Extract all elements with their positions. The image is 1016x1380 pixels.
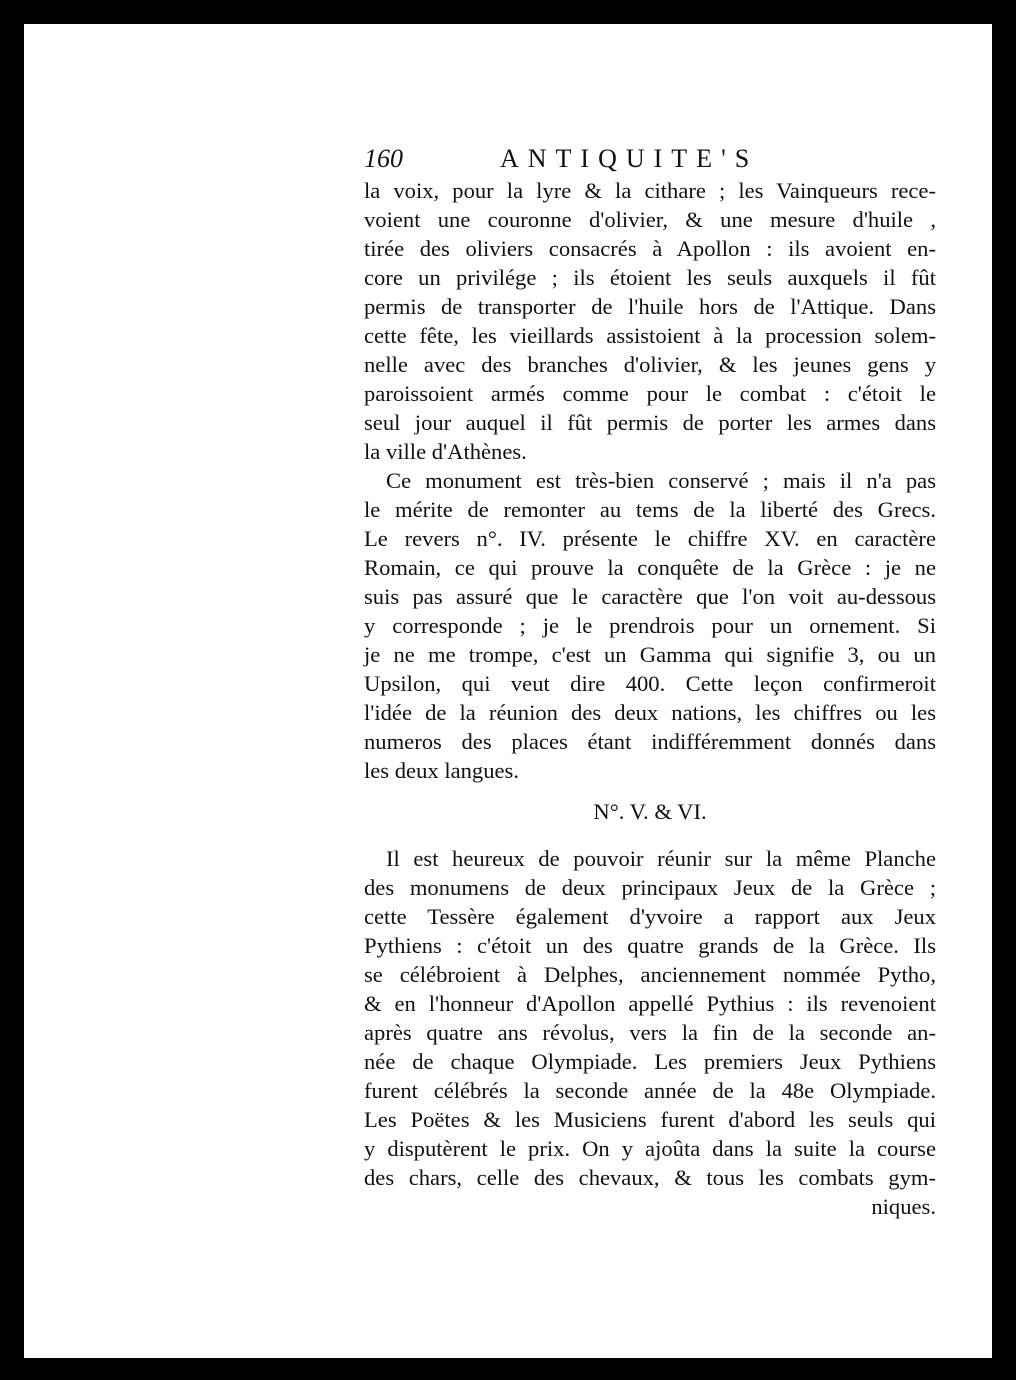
text-line: permis de transporter de l'huile hors de l'Attique. Dans	[364, 294, 936, 319]
section-heading: N°. V. & VI.	[593, 799, 707, 824]
text-line: furent célébrés la seconde année de la 48e Olympiade.	[364, 1078, 936, 1103]
text-line: je ne me trompe, c'est un Gamma qui signifie 3, ou un	[364, 642, 936, 667]
page-number: 160	[364, 144, 403, 173]
text-line: tirée des oliviers consacrés à Apollon : ils avoient en-	[364, 236, 936, 261]
text-line: suis pas assuré que le caractère que l'on voit au-dessous	[364, 584, 936, 609]
page-header	[364, 144, 936, 180]
paragraph-monument	[364, 466, 936, 785]
text-line: les deux langues.	[364, 758, 519, 783]
text-line: & en l'honneur d'Apollon appellé Pythius : ils revenoient	[364, 991, 936, 1016]
text-line: le mérite de remonter au tems de la liberté des Grecs.	[364, 497, 936, 522]
text-line: Pythiens : c'étoit un des quatre grands de la Grèce. Ils	[364, 933, 936, 958]
text-line: née de chaque Olympiade. Les premiers Jeux Pythiens	[364, 1049, 936, 1074]
book-page	[24, 24, 992, 1358]
text-line: paroissoient armés comme pour le combat : c'étoit le	[364, 381, 936, 406]
text-line: Romain, ce qui prouve la conquête de la Grèce : je ne	[364, 555, 936, 580]
text-line: cette Tessère également d'yvoire a rapport aux Jeux	[364, 904, 936, 929]
text-line: se célébroient à Delphes, anciennement nommée Pytho,	[364, 962, 936, 987]
text-line: des chars, celle des chevaux, & tous les combats gym-	[364, 1165, 936, 1190]
text-line: Le revers n°. IV. présente le chiffre XV. en caractère	[364, 526, 936, 551]
text-line: niques.	[871, 1194, 936, 1219]
text-line: la voix, pour la lyre & la cithare ; les Vainqueurs rece-	[364, 178, 936, 203]
paragraph-pythian-games	[364, 844, 936, 1221]
running-title: ANTIQUITE'S	[500, 144, 759, 173]
body-text	[364, 176, 936, 1221]
text-line: nelle avec des branches d'olivier, & les jeunes gens y	[364, 352, 936, 377]
text-line: numeros des places étant indifféremment donnés dans	[364, 729, 936, 754]
text-line: seul jour auquel il fût permis de porter les armes dans	[364, 410, 936, 435]
text-line: voient une couronne d'olivier, & une mesure d'huile ,	[364, 207, 936, 232]
text-line: y disputèrent le prix. On y ajoûta dans la suite la course	[364, 1136, 936, 1161]
text-line: après quatre ans révolus, vers la fin de la seconde an-	[364, 1020, 936, 1045]
text-line: l'idée de la réunion des deux nations, les chiffres ou les	[364, 700, 936, 725]
text-line: des monumens de deux principaux Jeux de la Grèce ;	[364, 875, 936, 900]
text-line: Les Poëtes & les Musiciens furent d'abord les seuls qui	[364, 1107, 936, 1132]
paragraph-continued	[364, 176, 936, 466]
text-line: Upsilon, qui veut dire 400. Cette leçon confirmeroit	[364, 671, 936, 696]
text-line: core un privilége ; ils étoient les seuls auxquels il fût	[364, 265, 936, 290]
text-line: Il est heureux de pouvoir réunir sur la même Planche	[386, 846, 936, 871]
text-line: cette fête, les vieillards assistoient à la procession solem-	[364, 323, 936, 348]
text-line: la ville d'Athènes.	[364, 439, 527, 464]
text-line: y corresponde ; je le prendrois pour un ornement. Si	[364, 613, 936, 638]
text-line: Ce monument est très-bien conservé ; mais il n'a pas	[386, 468, 936, 493]
